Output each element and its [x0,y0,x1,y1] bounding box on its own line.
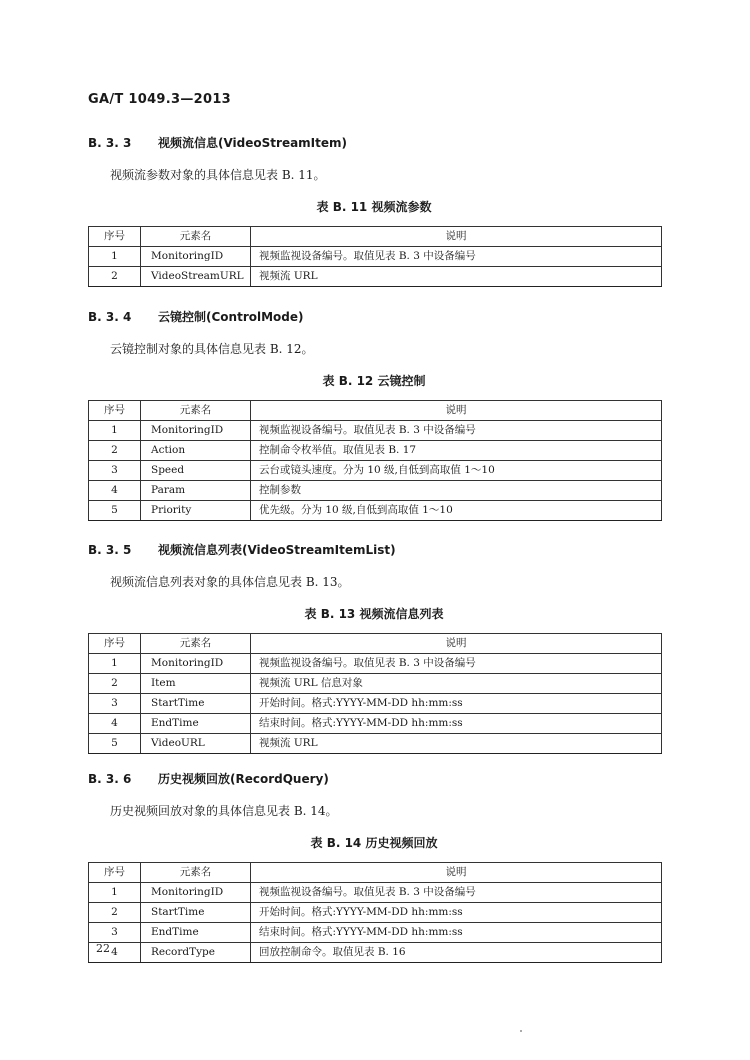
row-index: 3 [89,694,141,714]
column-header: 说明 [251,401,662,421]
table-row [89,903,662,923]
element-name: Item [141,674,251,694]
element-name: Param [141,481,251,501]
row-index: 1 [89,883,141,903]
table-row [89,501,662,521]
column-header: 序号 [89,401,141,421]
section-number: B. 3. 4 [88,310,132,324]
row-index: 1 [89,247,141,267]
table-row [89,247,662,267]
section-heading [88,770,668,788]
element-name: StartTime [141,903,251,923]
section-number: B. 3. 5 [88,543,132,557]
element-name: VideoStreamURL [141,267,251,287]
element-name: EndTime [141,714,251,734]
section-heading [88,308,668,326]
table-caption: 表 B. 12 云镜控制 [322,374,426,388]
row-index: 5 [89,501,141,521]
column-header: 说明 [251,863,662,883]
data-table [88,633,662,754]
element-description: 控制命令枚举值。取值见表 B. 17 [251,441,662,461]
table-row [89,694,662,714]
column-header: 元素名 [141,634,251,654]
column-header: 说明 [251,227,662,247]
element-description: 回放控制命令。取值见表 B. 16 [251,943,662,963]
column-header: 元素名 [141,401,251,421]
row-index: 2 [89,674,141,694]
section-intro: 云镜控制对象的具体信息见表 B. 12。 [110,342,314,356]
element-name: MonitoringID [141,247,251,267]
row-index: 4 [89,481,141,501]
element-name: MonitoringID [141,654,251,674]
table-row [89,267,662,287]
column-header: 序号 [89,634,141,654]
row-index: 2 [89,441,141,461]
element-name: VideoURL [141,734,251,754]
table-caption: 表 B. 13 视频流信息列表 [304,607,444,621]
page-number: 22 [96,942,110,955]
element-name: Action [141,441,251,461]
data-table [88,400,662,521]
row-index: 4 [89,714,141,734]
section-b-3-3 [88,134,668,287]
data-table [88,226,662,287]
table-header-row [89,634,662,654]
section-title: 云镜控制(ControlMode) [158,310,304,324]
table-row [89,883,662,903]
section-intro: 历史视频回放对象的具体信息见表 B. 14。 [110,804,338,818]
table-caption: 表 B. 14 历史视频回放 [310,836,438,850]
element-name: Priority [141,501,251,521]
table-caption: 表 B. 11 视频流参数 [316,200,432,214]
row-index: 4 [89,943,141,963]
standard-header: GA/T 1049.3—2013 [88,92,232,107]
element-name: StartTime [141,694,251,714]
table-row [89,734,662,754]
row-index: 3 [89,461,141,481]
section-intro: 视频流信息列表对象的具体信息见表 B. 13。 [110,575,350,589]
row-index: 5 [89,734,141,754]
element-description: 云台或镜头速度。分为 10 级,自低到高取值 1～10 [251,461,662,481]
scan-speck [520,1030,522,1032]
table-row [89,481,662,501]
element-description: 视频监视设备编号。取值见表 B. 3 中设备编号 [251,883,662,903]
table-header-row [89,401,662,421]
element-description: 开始时间。格式:YYYY-MM-DD hh:mm:ss [251,694,662,714]
row-index: 2 [89,267,141,287]
row-index: 1 [89,654,141,674]
row-index: 3 [89,923,141,943]
section-b-3-5 [88,541,668,754]
column-header: 序号 [89,227,141,247]
element-description: 视频流 URL [251,734,662,754]
element-description: 开始时间。格式:YYYY-MM-DD hh:mm:ss [251,903,662,923]
section-b-3-6 [88,770,668,963]
table-header-row [89,863,662,883]
data-table [88,862,662,963]
column-header: 说明 [251,634,662,654]
section-heading [88,541,668,559]
section-number: B. 3. 3 [88,136,132,150]
table-row [89,654,662,674]
table-row [89,421,662,441]
table-row [89,714,662,734]
element-description: 视频流 URL [251,267,662,287]
element-name: EndTime [141,923,251,943]
element-description: 结束时间。格式:YYYY-MM-DD hh:mm:ss [251,923,662,943]
table-row [89,674,662,694]
element-description: 结束时间。格式:YYYY-MM-DD hh:mm:ss [251,714,662,734]
element-name: RecordType [141,943,251,963]
section-b-3-4 [88,308,668,521]
element-description: 优先级。分为 10 级,自低到高取值 1～10 [251,501,662,521]
element-description: 视频流 URL 信息对象 [251,674,662,694]
column-header: 序号 [89,863,141,883]
table-row [89,461,662,481]
element-description: 视频监视设备编号。取值见表 B. 3 中设备编号 [251,421,662,441]
table-row [89,923,662,943]
column-header: 元素名 [141,863,251,883]
row-index: 2 [89,903,141,923]
section-heading [88,134,668,152]
table-row [89,441,662,461]
element-name: MonitoringID [141,883,251,903]
element-description: 视频监视设备编号。取值见表 B. 3 中设备编号 [251,654,662,674]
section-title: 视频流信息(VideoStreamItem) [158,136,348,150]
column-header: 元素名 [141,227,251,247]
element-name: MonitoringID [141,421,251,441]
section-number: B. 3. 6 [88,772,132,786]
element-description: 控制参数 [251,481,662,501]
element-name: Speed [141,461,251,481]
section-intro: 视频流参数对象的具体信息见表 B. 11。 [110,168,326,182]
element-description: 视频监视设备编号。取值见表 B. 3 中设备编号 [251,247,662,267]
table-row [89,943,662,963]
section-title: 视频流信息列表(VideoStreamItemList) [158,543,396,557]
row-index: 1 [89,421,141,441]
table-header-row [89,227,662,247]
section-title: 历史视频回放(RecordQuery) [158,772,329,786]
